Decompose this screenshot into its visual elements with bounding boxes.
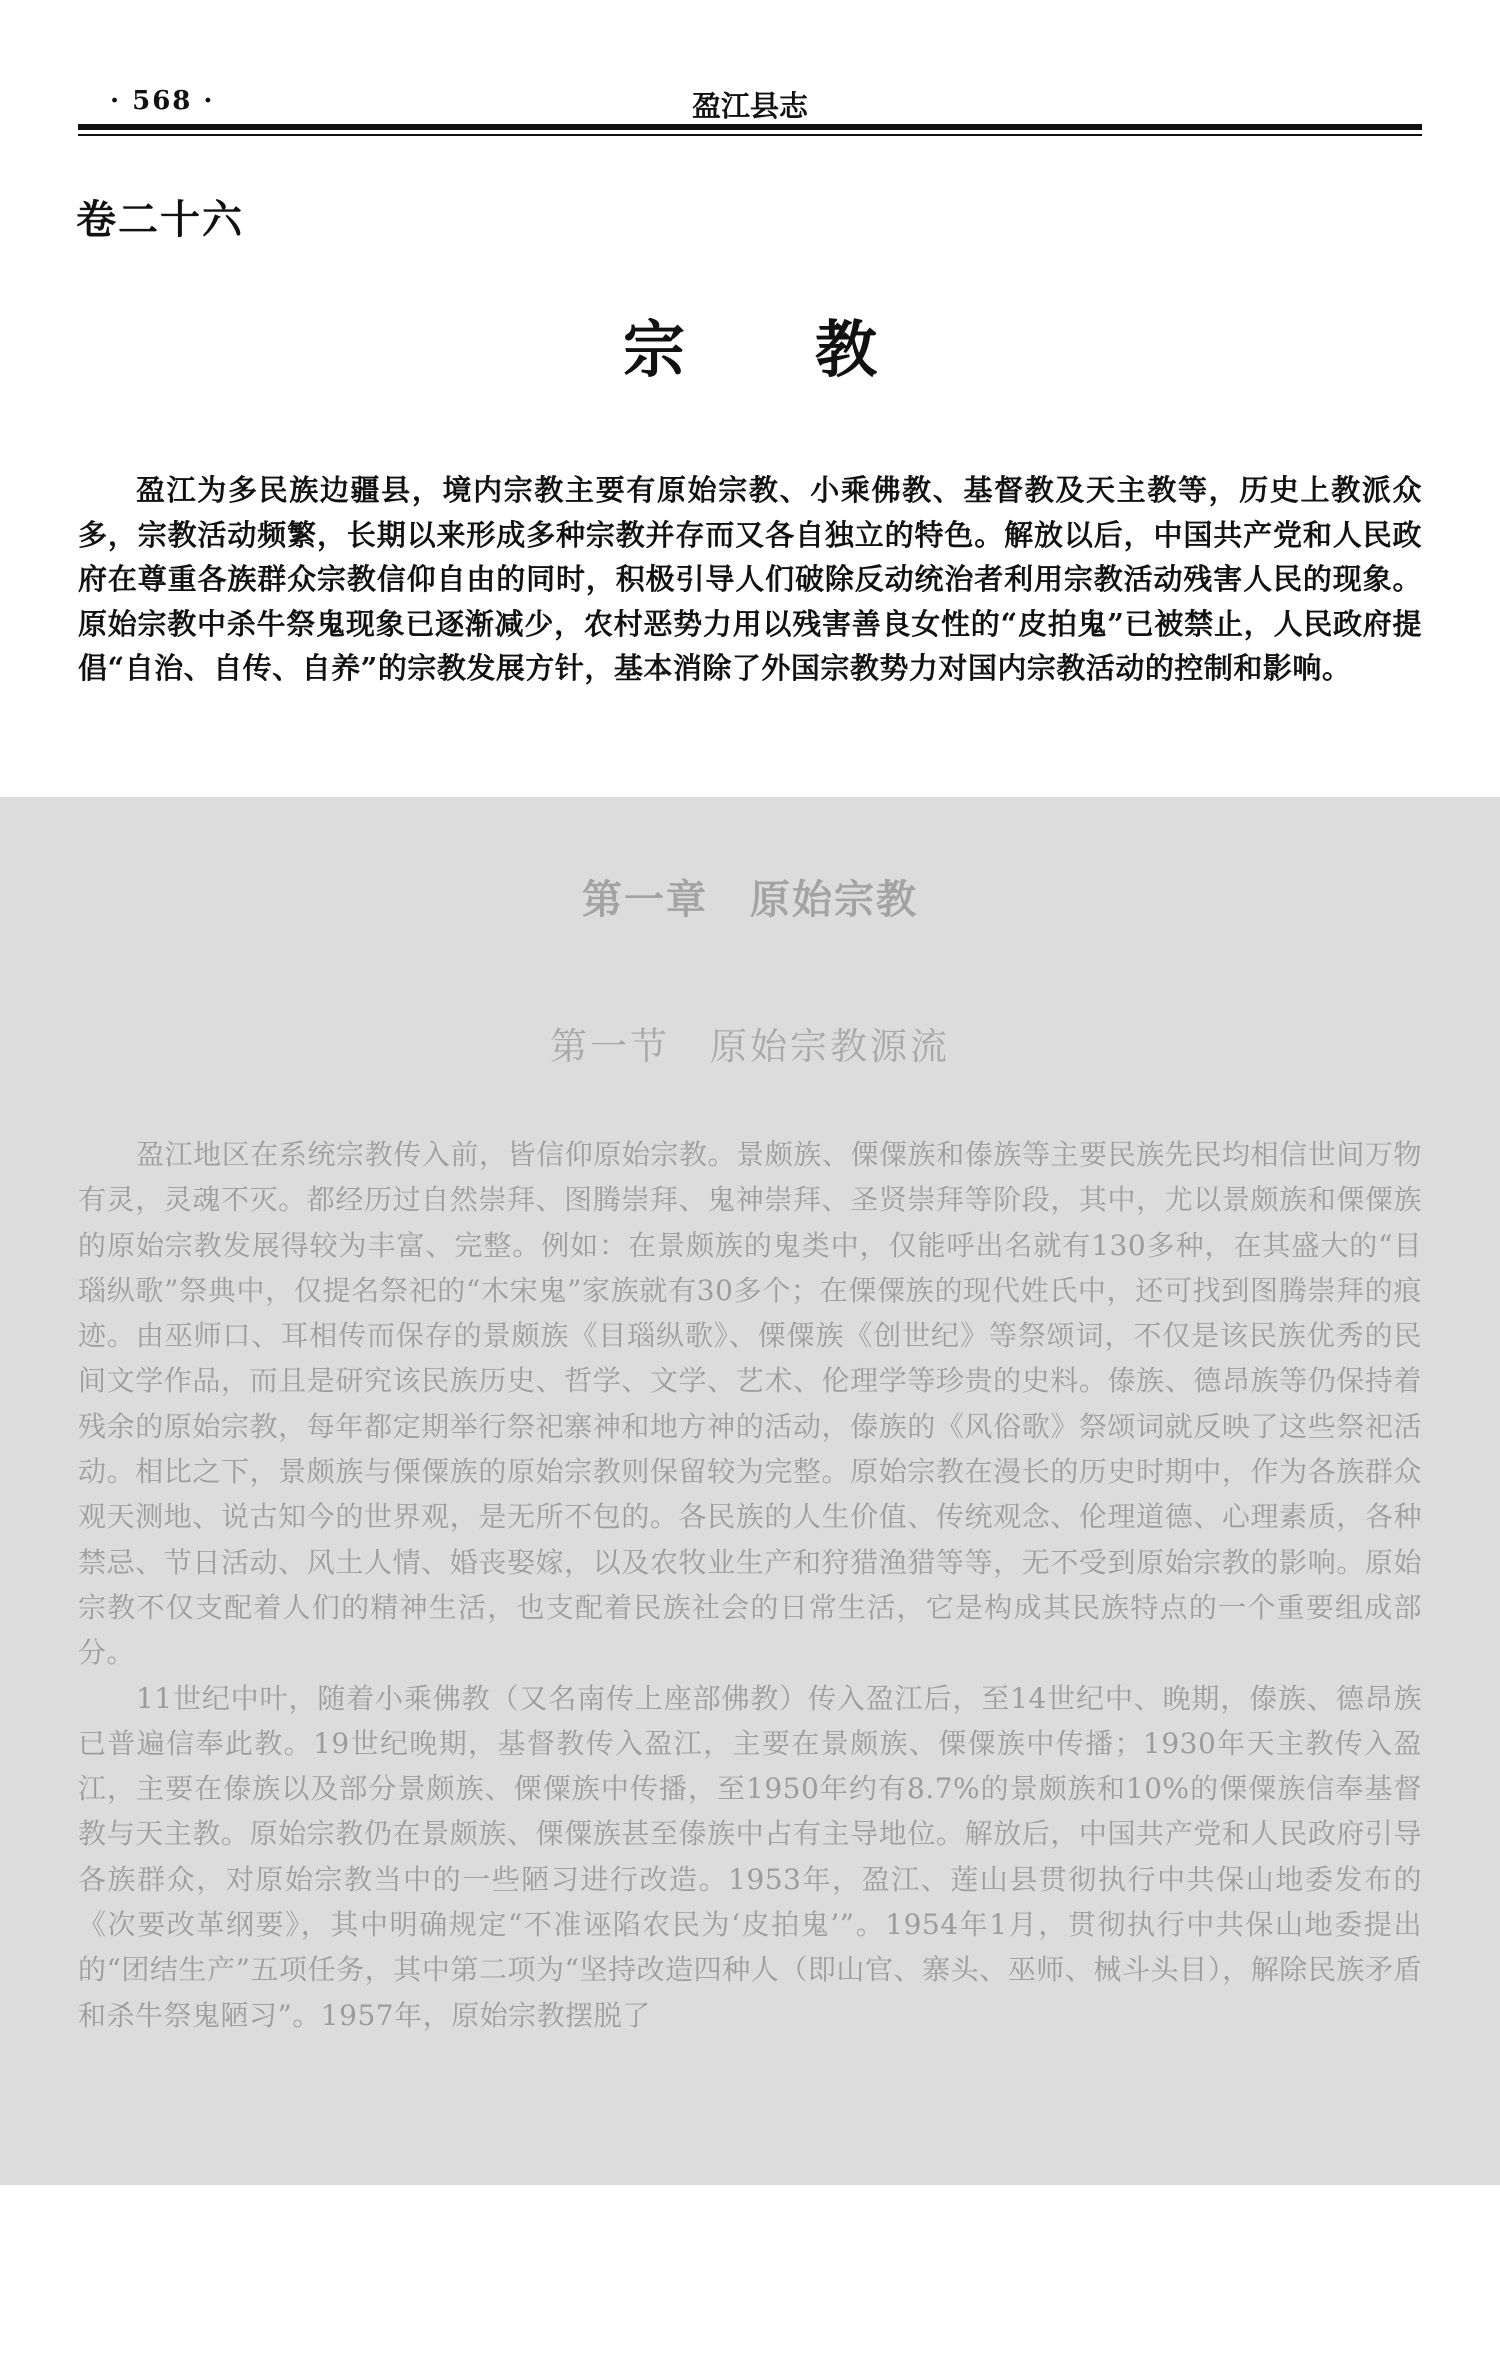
volume-label: 卷二十六: [76, 196, 244, 243]
chapter-title: 第一章 原始宗教: [582, 876, 918, 923]
page-number: · 568 ·: [110, 86, 215, 116]
page-header: [78, 80, 1422, 126]
intro-paragraph: 盈江为多民族边疆县，境内宗教主要有原始宗教、小乘佛教、基督教及天主教等，历史上教派众多，宗教活动频繁，长期以来形成多种宗教并存而又各自独立的特色。解放以后，中国共产党和人民政府在尊重各族群众宗教信仰自由的同时，积极引导人们破除反动统治者利用宗教活动残害人民的现象。原始宗教中杀牛祭鬼现象已逐渐减少，农村恶势力用以残害善良女性的“皮拍鬼”已被禁止，人民政府提倡“自治、自传、自养”的宗教发展方针，基本消除了外国宗教势力对国内宗教活动的控制和影响。: [78, 473, 1422, 685]
main-title-char-2: 教: [815, 313, 878, 386]
body-paragraph-2: 11世纪中叶，随着小乘佛教（又名南传上座部佛教）传入盈江后，至14世纪中、晚期，傣族、德昂族已普遍信奉此教。19世纪晚期，基督教传入盈江，主要在景颇族、傈僳族中传播；1930年天主教传入盈江，主要在傣族以及部分景颇族、傈僳族中传播，至1950年约有8.7%的景颇族和10%的傈僳族信奉基督教与天主教。原始宗教仍在景颇族、傈僳族甚至傣族中占有主导地位。解放后，中国共产党和人民政府引导各族群众，对原始宗教当中的一些陋习进行改造。1953年，盈江、莲山县贯彻执行中共保山地委发布的《次要改革纲要》，其中明确规定“不准诬陷农民为‘皮拍鬼’”。1954年1月，贯彻执行中共保山地委提出的“团结生产”五项任务，其中第二项为“坚持改造四种人（即山官、寨头、巫师、械斗头目），解除民族矛盾和杀牛祭鬼陋习”。1957年，原始宗教摆脱了: [78, 1681, 1422, 2032]
running-title: 盈江县志: [691, 89, 808, 123]
body-paragraph-1: 盈江地区在系统宗教传入前，皆信仰原始宗教。景颇族、傈僳族和傣族等主要民族先民均相信世间万物有灵，灵魂不灭。都经历过自然崇拜、图腾崇拜、鬼神崇拜、圣贤崇拜等阶段，其中，尤以景颇族和傈僳族的原始宗教发展得较为丰富、完整。例如：在景颇族的鬼类中，仅能呼出名就有130多种，在其盛大的“目瑙纵歌”祭典中，仅提名祭祀的“木宋鬼”家族就有30多个；在傈僳族的现代姓氏中，还可找到图腾崇拜的痕迹。由巫师口、耳相传而保存的景颇族《目瑙纵歌》、傈僳族《创世纪》等祭颂词，不仅是该民族优秀的民间文学作品，而且是研究该民族历史、哲学、文学、艺术、伦理学等珍贵的史料。傣族、德昂族等仍保持着残余的原始宗教，每年都定期举行祭祀寨神和地方神的活动，傣族的《风俗歌》祭颂词就反映了这些祭祀活动。相比之下，景颇族与傈僳族的原始宗教则保留较为完整。原始宗教在漫长的历史时期中，作为各族群众观天测地、说古知今的世界观，是无所不包的。各民族的人生价值、传统观念、伦理道德、心理素质，各种禁忌、节日活动、风土人情、婚丧娶嫁，以及农牧业生产和狩猎渔猎等等，无不受到原始宗教的影响。原始宗教不仅支配着人们的精神生活，也支配着民族社会的日常生活，它是构成其民族特点的一个重要组成部分。: [78, 1138, 1422, 1670]
section-body: [78, 1132, 1422, 2038]
header-rule-thick: [78, 124, 1422, 130]
main-title-char-1: 宗: [622, 313, 685, 386]
header-rule-thin: [78, 134, 1422, 136]
section-title: 第一节 原始宗教源流: [550, 1025, 950, 1068]
main-title: [0, 300, 1500, 389]
